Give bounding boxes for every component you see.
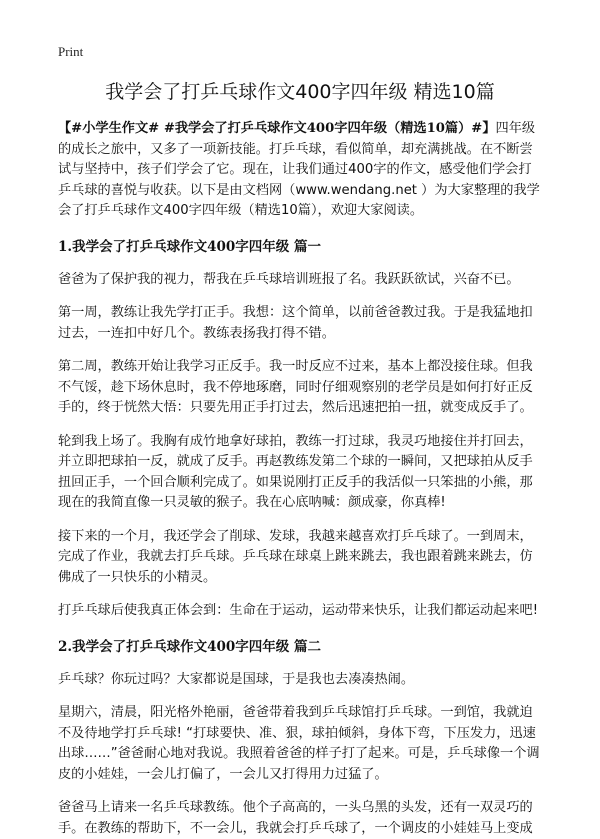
paragraph: 打乒乓球后使我真正体会到：生命在于运动，运动带来快乐，让我们都运动起来吧!	[58, 601, 542, 622]
intro-paragraph	[58, 119, 542, 222]
article-body	[58, 119, 542, 839]
paragraph: 星期六，清晨，阳光格外艳丽，爸爸带着我到乒乓球馆打乒乓球。一到馆，我就迫不及待地学打乒乓球! “打球要快、准、狠，球拍倾斜，身体下弯，下压发力，迅速出球……”爸爸耐心地对我说。我照着爸爸的样子打了起来。可是，乒乓球像一个调皮的小娃娃，一会儿打偏了，一会儿又打得用力过猛了。	[58, 703, 542, 785]
paragraph: 第一周，教练让我先学打正手。我想：这个简单，以前爸爸教过我。于是我猛地扣过去，一连扣中好几个。教练表扬我打得不错。	[58, 303, 542, 344]
paragraph: 爸爸为了保护我的视力，帮我在乒乓球培训班报了名。我跃跃欲试，兴奋不已。	[58, 270, 542, 291]
paragraph: 第二周，教练开始让我学习正反手。我一时反应不过来，基本上都没接住球。但我不气馁，趁下场休息时，我不停地琢磨，同时仔细观察别的老学员是如何打好正反手的，终于恍然大悟：只要先用正手打过去，然后迅速把拍一扭，就变成反手了。	[58, 357, 542, 419]
page-title: 我学会了打乒乓球作文400字四年级 精选10篇	[0, 80, 600, 104]
paragraph: 乒乓球？你玩过吗？大家都说是国球，于是我也去凑凑热闹。	[58, 670, 542, 691]
section-heading: 2.我学会了打乒乓球作文400字四年级 篇二	[58, 637, 542, 657]
paragraph: 轮到我上场了。我胸有成竹地拿好球拍，教练一打过球，我灵巧地接住并打回去，并立即把球拍一反，就成了反手。再赵教练发第二个球的一瞬间，又把球拍从反手扭回正手，一个回合顺利完成了。如果说刚打正反手的我活似一只笨拙的小熊，那现在的我简直像一只灵敏的猴子。我在心底呐喊：颜成豪，你真棒!	[58, 432, 542, 514]
print-link[interactable]: Print	[58, 44, 83, 60]
section-heading: 1.我学会了打乒乓球作文400字四年级 篇一	[58, 237, 542, 257]
section-1	[58, 237, 542, 622]
section-2	[58, 637, 542, 839]
intro-text: 四年级的成长之旅中，又多了一项新技能。打乒乓球，看似简单，却充满挑战。在不断尝试与坚持中，孩子们学会了它。现在，让我们通过400字的作文，感受他们学会打乒乓球的喜悦与收获。以下是由文档网（www.wendang.net ）为大家整理的我学会了打乒乓球作文400字四年级（精选10篇），欢迎大家阅读。	[58, 121, 540, 218]
intro-tag: 【#小学生作文# #我学会了打乒乓球作文400字四年级（精选10篇）#】	[58, 121, 496, 136]
paragraph: 接下来的一个月，我还学会了削球、发球，我越来越喜欢打乒乓球了。一到周末，完成了作业，我就去打乒乓球。乒乓球在球桌上跳来跳去，我也跟着跳来跳去，仿佛成了一只快乐的小精灵。	[58, 527, 542, 589]
paragraph: 爸爸马上请来一名乒乓球教练。他个子高高的，一头乌黑的头发，还有一双灵巧的手。在教练的帮助下，不一会儿，我就会打乒乓球了，一个调皮的小娃娃马上变成	[58, 798, 542, 839]
